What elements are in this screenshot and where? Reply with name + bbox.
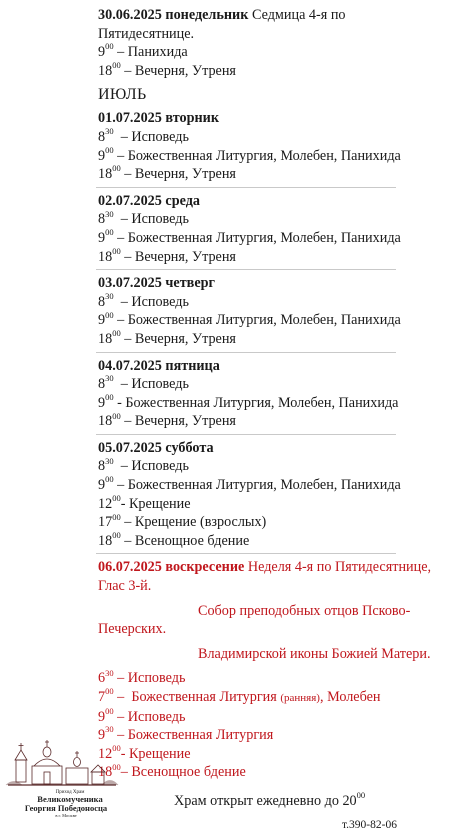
schedule-item: $18^{00}-$ Всенощное бдение [98,761,246,781]
day-block-intro [98,6,468,80]
day-block-sunday [98,558,468,782]
day-date: 06.07.2025 воскресение [98,559,245,576]
schedule-document [98,6,468,833]
day-block [98,192,468,266]
schedule-item: $8^{30}$ – Исповедь [98,290,189,310]
schedule-item: $8^{30}$ – Исповедь [98,373,189,393]
schedule-item: $8^{30}$ – Исповедь [98,455,189,475]
schedule-item: $18^{00}$ – Вечерня, Утреня [98,328,236,347]
sunday-header [98,558,468,577]
logo-line-4: в г. Москве [55,813,77,818]
day-title: Седмица 4-я по [251,7,346,23]
day-date: 04.07.2025 пятница [98,357,220,374]
day-date: 30.06.2025 понедельник [98,7,249,23]
schedule-item: $12^{00}-$ Крещение [98,492,191,512]
schedule-item: $9^{00}$ - Божественная Литургия, Молебен, Панихида [98,391,399,411]
day-block [98,109,468,183]
day-block [98,439,468,551]
day-date: 01.07.2025 вторник [98,110,219,127]
schedule-item: $6^{30}$ – Исповедь [98,667,186,687]
schedule-item: $9^{30}$ – Божественная Литургия [98,724,274,744]
day-date: 02.07.2025 среда [98,192,200,209]
feast-line: Владимирской иконы Божией Матери. [198,645,431,662]
day-date: 05.07.2025 суббота [98,439,214,456]
schedule-item: $18^{00}$ – Вечерня, Утреня [98,245,236,265]
day-block [98,274,468,348]
schedule-item: $18^{00}$ – Вечерня, Утреня [98,410,236,430]
divider [96,269,396,270]
schedule-item: $9^{00}$ – Божественная Литургия, Молебен, Панихида [98,227,401,246]
divider [96,434,396,435]
opening-hours: Храм открыт ежедневно до $20^{00}$ [174,790,366,809]
feast-line: Собор преподобных отцов Псково- [198,602,411,619]
schedule-item: $8^{30}$ – Исповедь [98,126,189,145]
schedule-item: $9^{00}$ – Божественная Литургия, Молебен, Панихида [98,474,401,494]
logo-line-1: Приход Храм [55,790,85,795]
schedule-item: $9^{00}$ – Панихида [98,41,188,61]
schedule-item: $9^{00}$ – Божественная Литургия, Молебен, Панихида [98,144,401,164]
schedule-item: $12^{00}-$ Крещение [98,743,191,762]
schedule-item: $7^{00}$ – Божественная Литургия (ранняя), Молебен [98,686,381,705]
logo-line-3: Георгия Победоносца [24,803,108,813]
schedule-item: $9^{00}$ – Божественная Литургия, Молебен, Панихида [98,309,401,329]
day-date: 03.07.2025 четверг [98,275,215,292]
intro-header [98,6,468,25]
schedule-item: $8^{30}$ – Исповедь [98,208,189,228]
phone-number: т.390-82-06 [342,818,397,831]
schedule-item: $9^{00}$ – Исповедь [98,705,186,725]
schedule-item: $18^{00}$ – Вечерня, Утреня [98,163,236,183]
logo-line-2: Великомученика [37,794,103,804]
divider [96,187,396,188]
day-title-cont: Глас 3-й. [98,578,152,595]
schedule-item: $18^{00}$ – Вечерня, Утреня [98,60,236,79]
schedule-item: $17^{00}$ – Крещение (взрослых) [98,511,267,531]
day-title: Неделя 4-я по Пятидесятнице, [247,559,432,576]
day-block [98,357,468,431]
month-heading: ИЮЛЬ [98,86,147,104]
schedule-item: $18^{00}$ – Всенощное бдение [98,530,250,549]
church-logo [4,738,120,818]
feast-line-cont: Печерских. [98,621,167,638]
day-title-cont: Пятидесятнице. [98,25,195,42]
divider [96,553,396,554]
church-drawing-icon [6,740,118,785]
divider [96,352,396,353]
